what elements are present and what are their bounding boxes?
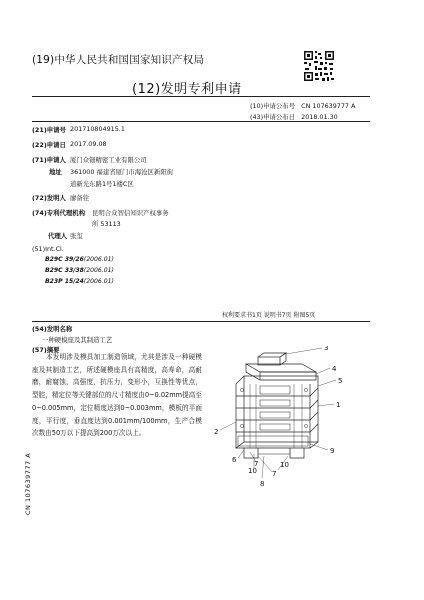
publication-number: CN 107639777 A — [301, 102, 356, 110]
applicant-label: (71)申请人 — [32, 156, 66, 164]
applicant: 厦门众钿精密工业有限公司 — [70, 156, 147, 164]
agent-row — [48, 231, 83, 240]
callout-label: 1 — [336, 401, 341, 409]
int-cl-label: (51)Int.Cl. — [32, 245, 64, 253]
inventor: 廖备铨 — [70, 194, 90, 202]
agency-line-2: 所 53113 — [92, 220, 121, 228]
publication-date-label: (43)申请公布日 — [250, 113, 296, 121]
callout-label: 7 — [254, 460, 259, 468]
int-cl-code: B29C 39/26 — [45, 256, 84, 263]
callout-label: 6 — [232, 456, 237, 464]
int-cl-edition: (2006.01) — [83, 256, 114, 263]
agent: 张玺 — [70, 232, 83, 240]
agency-label: (74)专利代理机构 — [32, 209, 86, 217]
int-cl-entry — [45, 267, 114, 274]
abstract-label: (57)摘要 — [32, 346, 60, 354]
address-row — [49, 167, 174, 176]
inventor-row — [32, 193, 90, 202]
int-cl-edition: (2006.01) — [83, 267, 114, 274]
title-divider — [32, 321, 370, 322]
application-number-row — [32, 125, 125, 134]
int-cl-code: B29C 33/38 — [45, 267, 84, 274]
patent-office-header: (19)中华人民共和国国家知识产权局 — [32, 54, 205, 66]
callout-label: 4 — [332, 365, 337, 373]
address-line-2: 道新光东路1号1楼C区 — [70, 180, 134, 188]
agency-row — [32, 208, 169, 217]
publication-number-label: (10)申请公布号 — [250, 102, 296, 110]
qr-code-icon — [303, 50, 335, 82]
int-cl-entry — [45, 256, 114, 263]
agency-line-1: 昆明合众智信知识产权事务 — [92, 209, 169, 217]
document-type: (12)发明专利申请 — [132, 82, 242, 97]
invention-title-label: (54)发明名称 — [32, 325, 73, 333]
biblio-divider — [32, 121, 370, 122]
callout-label: 10 — [248, 467, 257, 475]
callout-label: 10 — [280, 461, 289, 469]
address-label: 地址 — [49, 168, 62, 176]
int-cl-entry — [45, 278, 114, 285]
callout-label: 2 — [214, 428, 219, 436]
abstract-text: 本发明涉及模具加工制造领域，尤其是涉及一种硬模座及其制造工艺，所述硬模座具有高精度，高寿命，高耐磨，耐腐蚀，高强度，抗压力，变形小，互换性等优点，型腔，精定位等关键部位的尺寸精度由0~0.02mm提高至0~0.005mm，定位精度达到0~0.003mm，模板的平面度，平行度，垂直度达到0.001mm/100mm，生产合模次数由50万以下提高到200万次以上。 — [32, 353, 202, 438]
inventor-label: (72)发明人 — [32, 194, 66, 202]
publication-date-row — [250, 112, 338, 121]
application-number: 201710804915.1 — [70, 125, 125, 133]
invention-title: 一种硬模座及其制造工艺 — [42, 336, 113, 344]
callout-label: 9 — [330, 447, 335, 455]
application-date-row — [32, 140, 107, 149]
agent-label: 代理人 — [48, 232, 68, 240]
publication-date: 2018.01.30 — [301, 113, 338, 121]
callout-label: 8 — [260, 480, 265, 488]
header-divider — [32, 96, 370, 97]
callout-label: 3 — [324, 346, 329, 352]
publication-number-row — [250, 101, 355, 110]
callout-label: 7 — [272, 470, 277, 478]
side-publication-number: CN 107639777 A — [24, 452, 32, 515]
applicant-row — [32, 155, 147, 164]
mold-base-drawing — [198, 346, 358, 490]
application-number-label: (21)申请号 — [32, 126, 66, 134]
callout-label: 5 — [338, 377, 343, 385]
int-cl-code: B23P 15/24 — [45, 278, 84, 285]
application-date-label: (22)申请日 — [32, 141, 66, 149]
application-date: 2017.09.08 — [70, 140, 107, 148]
int-cl-edition: (2006.01) — [83, 278, 114, 285]
address-line-1: 361000 福建省厦门市海沧区新阳街 — [70, 168, 174, 176]
page-count-note: 权利要求书1页 说明书7页 附图5页 — [222, 312, 316, 319]
